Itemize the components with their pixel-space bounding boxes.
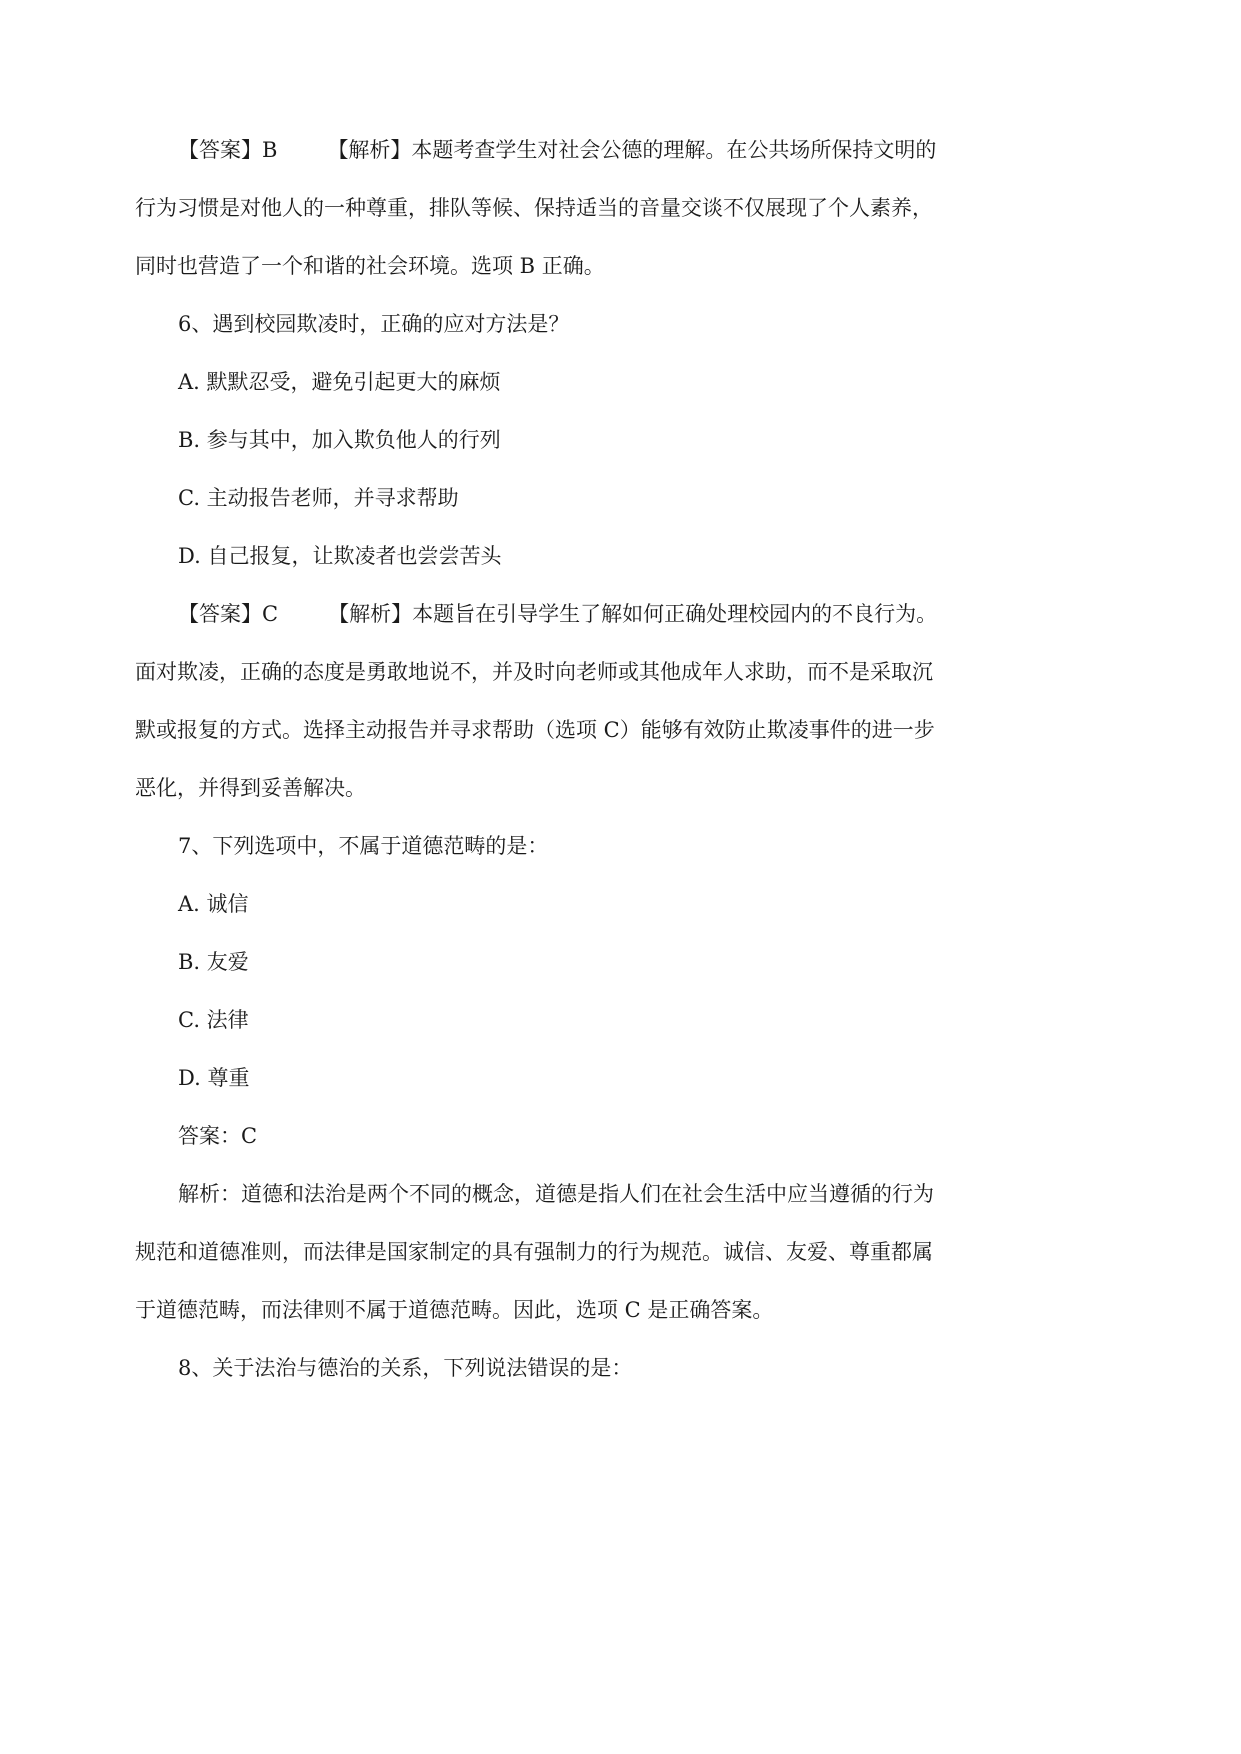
option-a: A. 诚信 (178, 892, 249, 916)
analysis-text: 同时也营造了一个和谐的社会环境。选项 B 正确。 (135, 254, 605, 278)
analysis-text: 解析：道德和法治是两个不同的概念，道德是指人们在社会生活中应当遵循的行为 (178, 1182, 934, 1206)
question-stem: 6、遇到校园欺凌时，正确的应对方法是？ (178, 312, 570, 336)
q6-answer-line (178, 600, 1033, 628)
option-c: C. 主动报告老师，并寻求帮助 (178, 486, 459, 510)
option-a: A. 默默忍受，避免引起更大的麻烦 (178, 370, 501, 394)
q5-answer-line (178, 136, 1033, 164)
option-d: D. 自己报复，让欺凌者也尝尝苦头 (178, 544, 502, 568)
option-d: D. 尊重 (178, 1066, 250, 1090)
analysis-text: 【解析】本题旨在引导学生了解如何正确处理校园内的不良行为。 (328, 602, 938, 626)
answer-label: 【答案】B (178, 138, 278, 162)
question-stem: 8、关于法治与德治的关系，下列说法错误的是： (178, 1356, 633, 1380)
analysis-text: 【解析】本题考查学生对社会公德的理解。在公共场所保持文明的 (327, 138, 937, 162)
analysis-text: 于道德范畴，而法律则不属于道德范畴。因此，选项 C 是正确答案。 (135, 1298, 774, 1322)
option-b: B. 友爱 (178, 950, 249, 974)
question-stem: 7、下列选项中，不属于道德范畴的是： (178, 834, 549, 858)
answer-label: 答案：C (178, 1124, 258, 1148)
analysis-text: 规范和道德准则，而法律是国家制定的具有强制力的行为规范。诚信、友爱、尊重都属 (135, 1240, 933, 1264)
analysis-text: 面对欺凌，正确的态度是勇敢地说不，并及时向老师或其他成年人求助，而不是采取沉 (135, 660, 933, 684)
analysis-text: 行为习惯是对他人的一种尊重，排队等候、保持适当的音量交谈不仅展现了个人素养， (135, 196, 933, 220)
analysis-text: 默或报复的方式。选择主动报告并寻求帮助（选项 C）能够有效防止欺凌事件的进一步 (135, 718, 935, 742)
answer-label: 【答案】C (178, 602, 279, 626)
option-b: B. 参与其中，加入欺负他人的行列 (178, 428, 501, 452)
analysis-text: 恶化，并得到妥善解决。 (135, 776, 366, 800)
option-c: C. 法律 (178, 1008, 249, 1032)
